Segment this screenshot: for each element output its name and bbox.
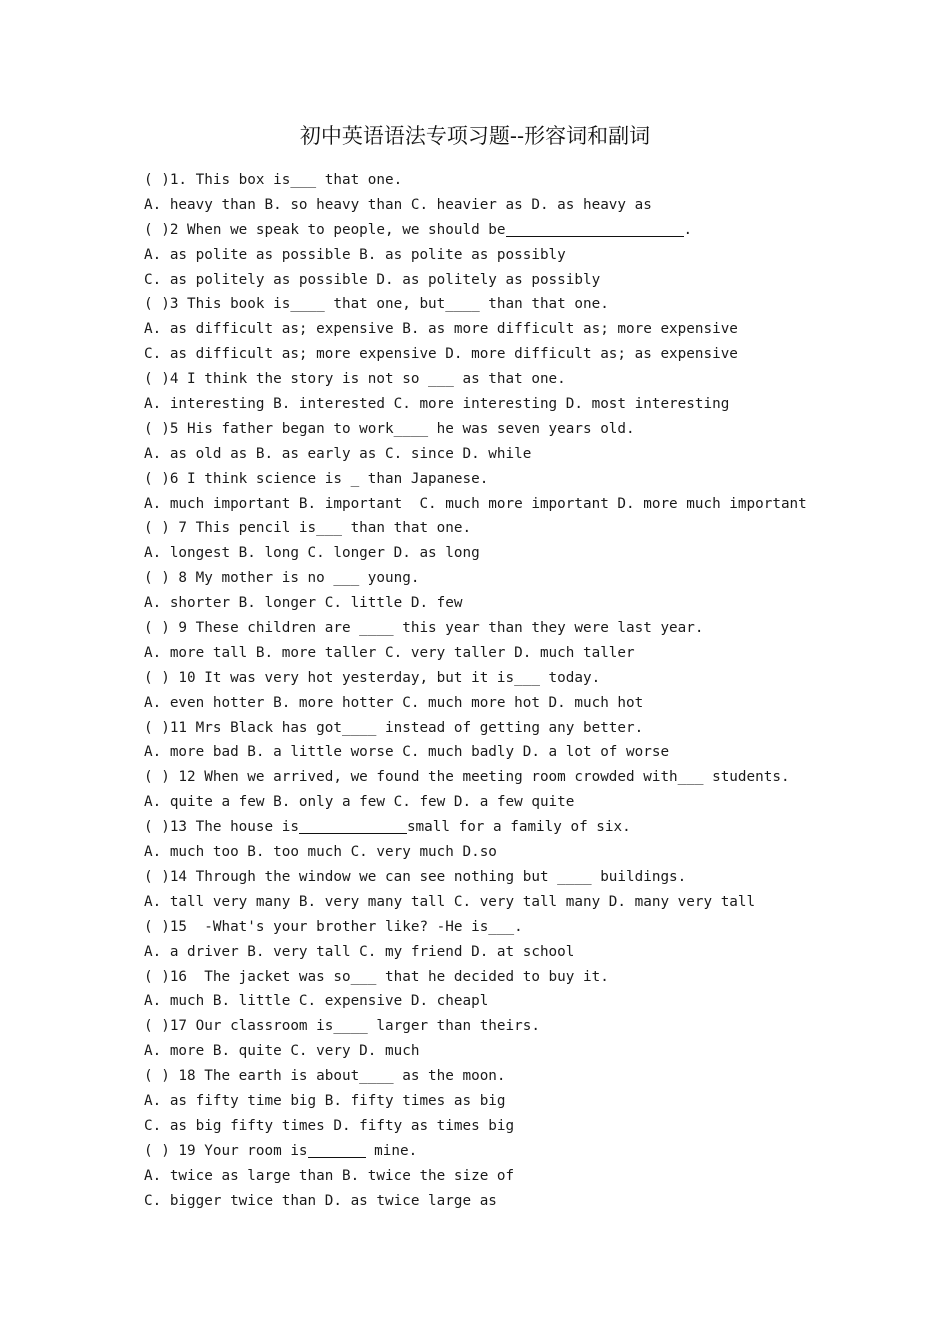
question-text: ( )13 The house is	[144, 819, 299, 836]
answer-blank	[299, 817, 407, 834]
question-line: ( )11 Mrs Black has got____ instead of getting any better.	[144, 719, 644, 736]
answer-options: A. much important B. important C. much more important D. more much important	[144, 495, 807, 512]
question-line: ( ) 10 It was very hot yesterday, but it is___ today.	[144, 669, 601, 686]
question-line: ( ) 12 When we arrived, we found the meeting room crowded with___ students.	[144, 769, 790, 786]
answer-options: A. more tall B. more taller C. very taller D. much taller	[144, 644, 635, 661]
answer-options: A. heavy than B. so heavy than C. heavier as D. as heavy as	[144, 196, 652, 213]
question-line: ( )6 I think science is _ than Japanese.	[144, 470, 489, 487]
answer-options: A. interesting B. interested C. more interesting D. most interesting	[144, 396, 730, 413]
answer-options: C. as difficult as; more expensive D. more difficult as; as expensive	[144, 346, 738, 363]
answer-options: A. as fifty time big B. fifty times as big	[144, 1092, 506, 1109]
answer-options: A. more bad B. a little worse C. much badly D. a lot of worse	[144, 744, 670, 761]
question-line	[144, 1139, 934, 1164]
page-title: 初中英语语法专项习题--形容词和副词	[299, 124, 651, 148]
answer-options: A. as old as B. as early as C. since D. while	[144, 445, 532, 462]
question-line: ( ) 7 This pencil is___ than that one.	[144, 520, 472, 537]
answer-options: A. more B. quite C. very D. much	[144, 1043, 420, 1060]
question-line: ( )5 His father began to work____ he was seven years old.	[144, 420, 635, 437]
question-text: .	[683, 221, 693, 238]
question-text: ( )2 When we speak to people, we should be	[144, 221, 506, 238]
question-line: ( ) 18 The earth is about____ as the moon.	[144, 1068, 506, 1085]
question-line: ( )4 I think the story is not so ___ as that one.	[144, 371, 566, 388]
exercise-list	[144, 168, 934, 1213]
answer-options: A. even hotter B. more hotter C. much more hot D. much hot	[144, 694, 644, 711]
answer-options: C. as politely as possible D. as politely as possibly	[144, 271, 601, 288]
question-line: ( )17 Our classroom is____ larger than theirs.	[144, 1018, 540, 1035]
question-line: ( )16 The jacket was so___ that he decided to buy it.	[144, 968, 609, 985]
question-line	[144, 218, 934, 243]
answer-options: A. tall very many B. very many tall C. very tall many D. many very tall	[144, 893, 756, 910]
answer-options: A. twice as large than B. twice the size of	[144, 1167, 515, 1184]
answer-options: A. as polite as possible B. as polite as possibly	[144, 246, 566, 263]
answer-options: A. as difficult as; expensive B. as more difficult as; more expensive	[144, 321, 738, 338]
answer-options: A. quite a few B. only a few C. few D. a few quite	[144, 794, 575, 811]
answer-options: C. bigger twice than D. as twice large as	[144, 1192, 497, 1209]
question-line: ( )14 Through the window we can see nothing but ____ buildings.	[144, 868, 687, 885]
answer-blank	[308, 1141, 366, 1158]
answer-options: A. a driver B. very tall C. my friend D. at school	[144, 943, 575, 960]
answer-blank	[506, 220, 684, 237]
answer-options: A. shorter B. longer C. little D. few	[144, 595, 463, 612]
question-text: mine.	[365, 1142, 418, 1159]
question-line: ( )1. This box is___ that one.	[144, 172, 403, 188]
question-text: small for a family of six.	[406, 819, 631, 836]
answer-options: A. much B. little C. expensive D. cheapl	[144, 993, 489, 1010]
answer-options: C. as big fifty times D. fifty as times big	[144, 1117, 515, 1134]
question-line: ( )15 -What's your brother like? -He is___.	[144, 918, 523, 935]
question-line: ( )3 This book is____ that one, but____ than that one.	[144, 296, 609, 313]
question-line: ( ) 8 My mother is no ___ young.	[144, 570, 420, 587]
question-line	[144, 815, 934, 840]
answer-options: A. much too B. too much C. very much D.so	[144, 844, 497, 861]
question-line: ( ) 9 These children are ____ this year than they were last year.	[144, 620, 704, 637]
question-text: ( ) 19 Your room is	[144, 1142, 308, 1159]
answer-options: A. longest B. long C. longer D. as long	[144, 545, 480, 562]
